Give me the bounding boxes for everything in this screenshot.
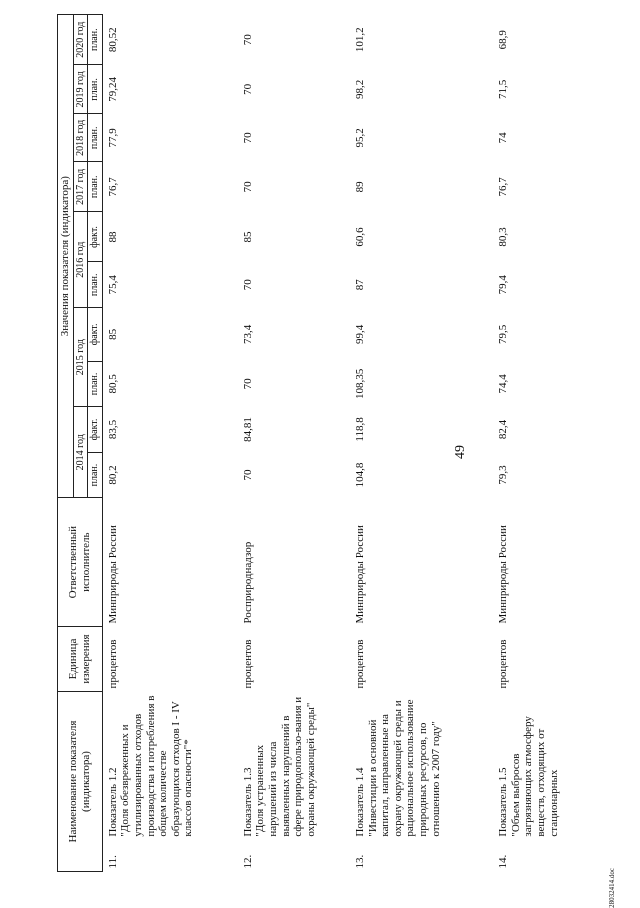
indicators-table [57, 14, 622, 872]
rotated-page-content [57, 14, 622, 872]
indicator-title: Показатель 1.5 [497, 767, 510, 837]
value-2019-plan: 70 [241, 83, 254, 95]
value-2014-fact: 84,81 [241, 417, 254, 442]
indicator-name [238, 691, 350, 839]
header-2019-plan: план. [88, 65, 103, 114]
executor-cell: Минприроды России [106, 525, 119, 624]
value-2017-plan: 76,7 [497, 177, 510, 197]
unit-cell: процентов [497, 639, 510, 689]
value-2014-fact: 118,8 [353, 417, 366, 442]
header-name: Наименование показателя (индикатора) [58, 691, 103, 871]
value-2015-fact: 85 [106, 328, 119, 340]
value-2014-plan: 104,8 [353, 462, 366, 488]
value-2018-plan: 77,9 [106, 128, 119, 148]
table-row [102, 15, 238, 872]
header-year-2018: 2018 год [73, 114, 88, 162]
indicator-name [350, 691, 493, 839]
value-2015-fact: 99,4 [353, 324, 366, 344]
indicator-description: "Доля обезвреженных и утилизированных отходов производства и потребления в общем количестве образующихся отходов I - IV классов опасности"* [119, 695, 195, 837]
value-2016-plan: 79,4 [497, 275, 510, 295]
value-2017-plan: 70 [241, 181, 254, 193]
value-2019-plan: 79,24 [106, 77, 119, 102]
value-2014-plan: 80,2 [106, 465, 119, 485]
value-2016-plan: 75,4 [106, 275, 119, 295]
executor-cell: Росприроднадзор [241, 541, 254, 624]
header-2018-plan: план. [88, 114, 103, 162]
indicator-title: Показатель 1.4 [353, 767, 366, 837]
table-row [238, 15, 350, 872]
row-number: 11. [106, 855, 119, 869]
value-2014-plan: 79,3 [497, 465, 510, 485]
header-2014-plan: план. [88, 452, 103, 498]
indicator-name [493, 691, 622, 839]
value-2016-plan: 87 [353, 279, 366, 291]
header-2017-plan: план. [88, 162, 103, 212]
value-2015-fact: 79,5 [497, 324, 510, 344]
row-number: 14. [497, 854, 510, 869]
indicator-description: "Объем выбросов загрязняющих атмосферу веществ, отходящих от стационарных [509, 716, 560, 837]
value-2014-plan: 70 [241, 469, 254, 481]
page-number: 49 [453, 445, 468, 459]
executor-cell: Минприроды России [497, 525, 510, 624]
row-number: 13. [353, 854, 366, 869]
document-code: 28032414.doc [608, 868, 616, 908]
value-2020-plan: 68,9 [497, 30, 510, 50]
unit-cell: процентов [241, 639, 254, 689]
table-row [493, 15, 622, 872]
header-2014-fact: факт. [88, 407, 103, 453]
indicator-description: "Доля устраненных нарушений из числа выявленных нарушений в сфере природопользо-вания и охраны окружающей среды" [254, 696, 317, 837]
value-2018-plan: 74 [497, 132, 510, 144]
header-year-2016: 2016 год [73, 212, 88, 308]
value-2020-plan: 80,52 [106, 27, 119, 53]
header-year-2015: 2015 год [73, 308, 88, 407]
value-2015-plan: 74,4 [497, 374, 510, 394]
header-2016-plan: план. [88, 262, 103, 308]
value-2014-fact: 82,4 [497, 419, 510, 440]
value-2020-plan: 101,2 [353, 27, 366, 53]
value-2020-plan: 70 [241, 34, 254, 46]
header-unit: Единица измерения [58, 627, 103, 692]
value-2016-plan: 70 [241, 279, 254, 291]
value-2016-fact: 60,6 [353, 227, 366, 247]
value-2018-plan: 95,2 [353, 128, 366, 148]
value-2015-plan: 70 [241, 378, 254, 390]
value-2019-plan: 71,5 [497, 79, 510, 100]
indicator-title: Показатель 1.2 [106, 767, 119, 837]
value-2016-fact: 88 [106, 231, 119, 243]
value-2017-plan: 89 [353, 181, 366, 193]
value-2019-plan: 98,2 [353, 79, 366, 100]
header-row-1 [58, 15, 74, 872]
header-2016-fact: факт. [88, 212, 103, 262]
value-2015-fact: 73,4 [241, 324, 254, 344]
value-2017-plan: 76,7 [106, 177, 119, 197]
unit-cell: процентов [353, 639, 366, 689]
unit-cell: процентов [106, 639, 119, 689]
value-2016-fact: 85 [241, 231, 254, 243]
indicator-description: "Инвестиции в основной капитал, направленные на охрану окружающей среды и рациональное использование природных ресурсов, по отношению к 2007 году" [366, 699, 442, 837]
value-2015-plan: 108,35 [353, 368, 366, 400]
header-year-2019: 2019 год [73, 65, 88, 114]
value-2018-plan: 70 [241, 132, 254, 144]
value-2016-fact: 80,3 [497, 227, 510, 247]
header-year-2017: 2017 год [73, 162, 88, 212]
header-values-group: Значения показателя (индикатора) [58, 15, 74, 498]
header-executor: Ответственный исполнитель [58, 498, 103, 627]
header-2020-plan: план. [88, 15, 103, 65]
row-number: 12. [241, 854, 254, 869]
table-row [350, 15, 493, 872]
executor-cell: Минприроды России [353, 525, 366, 624]
value-2014-fact: 83,5 [106, 419, 119, 440]
header-year-2020: 2020 год [73, 15, 88, 65]
indicator-name [102, 691, 238, 839]
header-year-2014: 2014 год [73, 407, 88, 498]
value-2015-plan: 80,5 [106, 374, 119, 394]
indicator-title: Показатель 1.3 [241, 767, 254, 837]
header-2015-plan: план. [88, 361, 103, 407]
header-2015-fact: факт. [88, 308, 103, 362]
